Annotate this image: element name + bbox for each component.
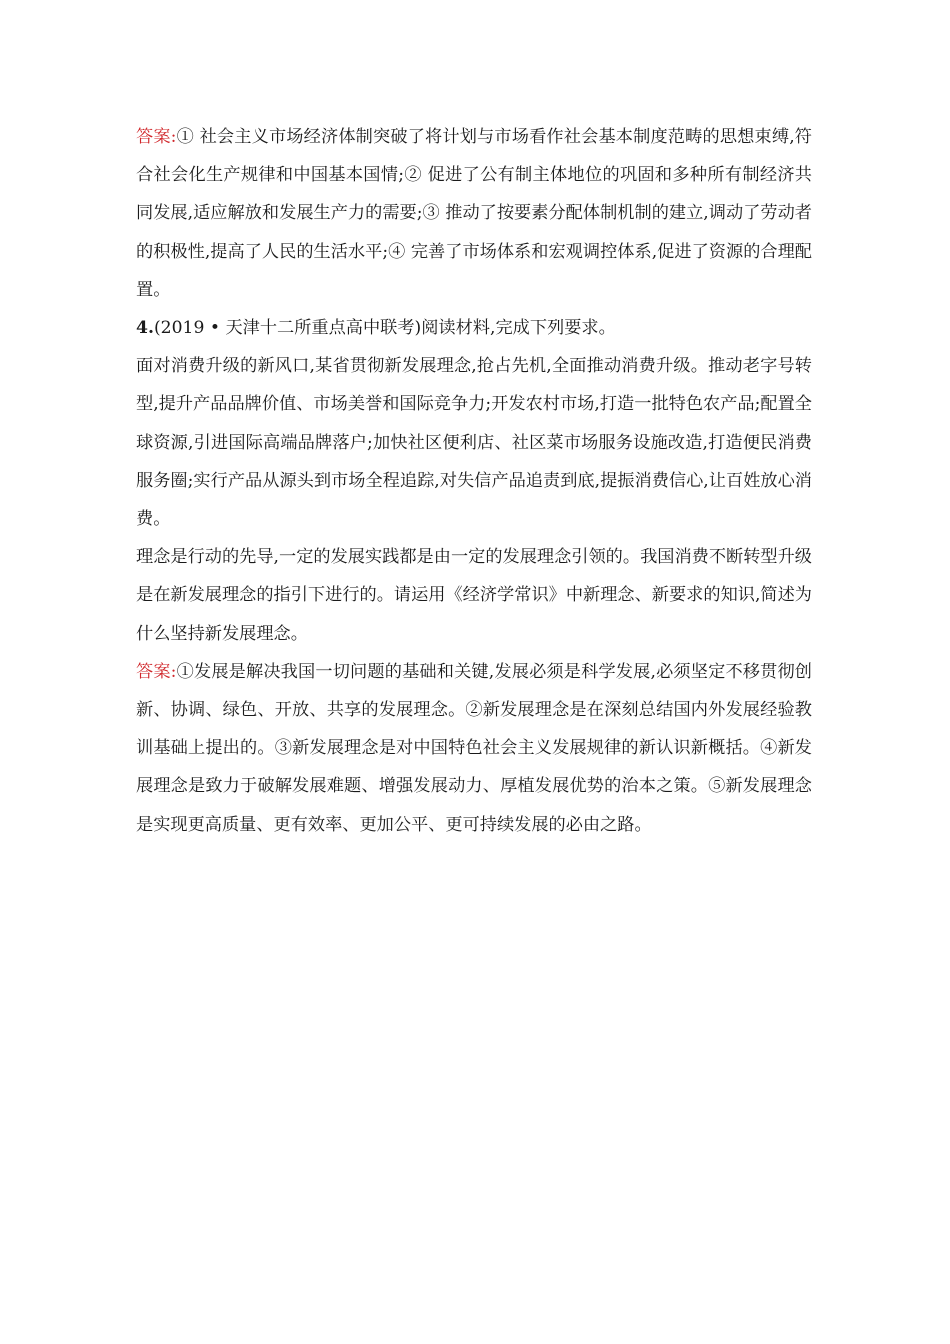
- answer-paragraph-1: [136, 118, 812, 309]
- answer-label: 答案:: [136, 661, 177, 682]
- question-prompt: 理念是行动的先导,一定的发展实践都是由一定的发展理念引领的。我国消费不断转型升级是在新发展理念的指引下进行的。请运用《经济学常识》中新理念、新要求的知识,简述为什么坚持新发展理念。: [136, 547, 812, 644]
- material-paragraph: 面对消费升级的新风口,某省贯彻新发展理念,抢占先机,全面推动消费升级。推动老字号转型,提升产品品牌价值、市场美誉和国际竞争力;开发农村市场,打造一批特色农产品;配置全球资源,引进国际高端品牌落户;加快社区便利店、社区菜市场服务设施改造,打造便民消费服务圈;实行产品从源头到市场全程追踪,对失信产品追责到底,提振消费信心,让百姓放心消费。: [136, 356, 812, 530]
- page-content: [136, 118, 812, 844]
- answer-text: ① 社会主义市场经济体制突破了将计划与市场看作社会基本制度范畴的思想束缚,符合社会化生产规律和中国基本国情;② 促进了公有制主体地位的巩固和多种所有制经济共同发展,适应解放和发展生产力的需要;③ 推动了按要素分配体制机制的建立,调动了劳动者的积极性,提高了人民的生活水平;④ 完善了市场体系和宏观调控体系,促进了资源的合理配置。: [136, 127, 812, 300]
- question-source: (2019 • 天津十二所重点高中联考)阅读材料,完成下列要求。: [153, 318, 616, 339]
- answer-paragraph-2: [136, 653, 812, 844]
- question-header: [136, 309, 812, 347]
- question-number: 4.: [136, 318, 154, 339]
- answer-text: ①发展是解决我国一切问题的基础和关键,发展必须是科学发展,必须坚定不移贯彻创新、协调、绿色、开放、共享的发展理念。②新发展理念是在深刻总结国内外发展经验教训基础上提出的。③新发展理念是对中国特色社会主义发展规律的新认识新概括。④新发展理念是致力于破解发展难题、增强发展动力、厚植发展优势的治本之策。⑤新发展理念是实现更高质量、更有效率、更加公平、更可持续发展的必由之路。: [136, 661, 812, 835]
- answer-label: 答案:: [136, 127, 177, 147]
